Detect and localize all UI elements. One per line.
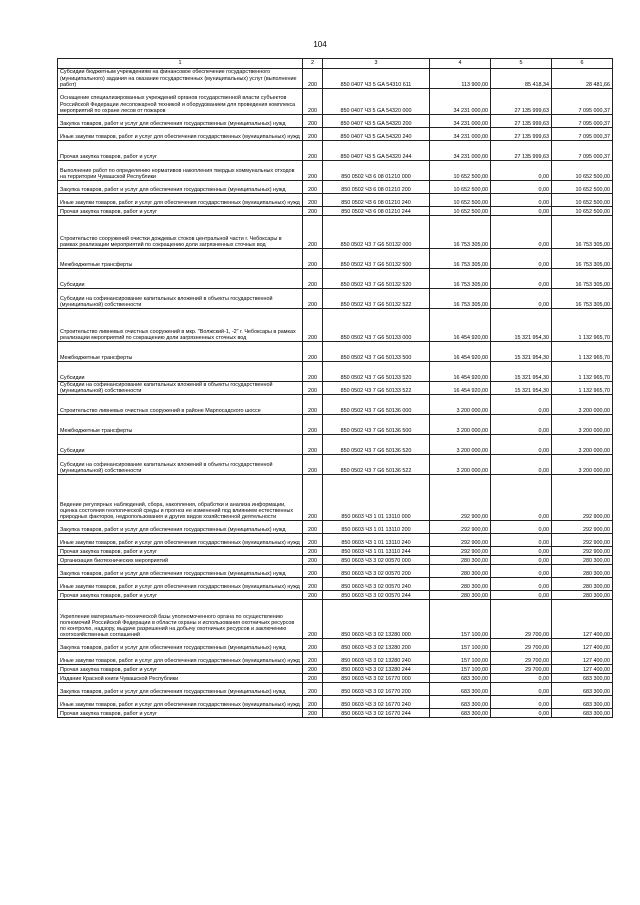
table-row	[58, 674, 613, 683]
row-approved-cell: 292 900,00	[430, 475, 491, 521]
row-executed-cell: 27 135 999,63	[491, 115, 552, 128]
row-executed-cell: 0,00	[491, 395, 552, 415]
table-row	[58, 216, 613, 249]
table-row	[58, 269, 613, 289]
row-name-cell: Межбюджетные трансферты	[58, 415, 303, 435]
row-code-cell: 200	[303, 534, 323, 547]
table-row	[58, 547, 613, 556]
row-code-cell: 200	[303, 128, 323, 141]
row-unexecuted-cell: 280 300,00	[552, 556, 613, 565]
row-unexecuted-cell: 127 400,00	[552, 639, 613, 652]
row-approved-cell: 10 652 500,00	[430, 181, 491, 194]
row-approved-cell: 34 231 000,00	[430, 89, 491, 115]
row-unexecuted-cell: 280 300,00	[552, 578, 613, 591]
row-unexecuted-cell: 683 300,00	[552, 709, 613, 718]
row-approved-cell: 157 100,00	[430, 652, 491, 665]
row-code-cell: 200	[303, 249, 323, 269]
row-approved-cell: 157 100,00	[430, 600, 491, 639]
header-col-5: 5	[491, 59, 552, 69]
row-classification-cell: 850 0603 Ч3 1 01 13110 200	[323, 521, 430, 534]
row-executed-cell: 0,00	[491, 455, 552, 475]
row-classification-cell: 850 0502 Ч3 7 G6 50136 000	[323, 395, 430, 415]
row-name-cell: Прочая закупка товаров, работ и услуг	[58, 709, 303, 718]
row-code-cell: 200	[303, 665, 323, 674]
row-classification-cell: 850 0502 Ч3 6 08 01210 200	[323, 181, 430, 194]
row-executed-cell: 0,00	[491, 565, 552, 578]
row-unexecuted-cell: 1 132 965,70	[552, 342, 613, 362]
row-unexecuted-cell: 10 652 500,00	[552, 194, 613, 207]
table-row	[58, 578, 613, 591]
row-name-cell: Иные закупки товаров, работ и услуг для обеспечения государственных (муниципальных) нужд	[58, 696, 303, 709]
row-code-cell: 200	[303, 382, 323, 395]
row-code-cell: 200	[303, 652, 323, 665]
header-col-6: 6	[552, 59, 613, 69]
row-code-cell: 200	[303, 141, 323, 161]
row-code-cell: 200	[303, 475, 323, 521]
row-approved-cell: 16 454 920,00	[430, 382, 491, 395]
row-unexecuted-cell: 10 652 500,00	[552, 181, 613, 194]
row-classification-cell: 850 0407 Ч3 5 GA 54320 240	[323, 128, 430, 141]
row-classification-cell: 850 0502 Ч3 7 G6 50133 520	[323, 362, 430, 382]
page-number: 104	[313, 40, 327, 49]
row-executed-cell: 0,00	[491, 289, 552, 309]
row-executed-cell: 29 700,00	[491, 652, 552, 665]
row-name-cell: Иные закупки товаров, работ и услуг для обеспечения государственных (муниципальных) нужд	[58, 652, 303, 665]
row-unexecuted-cell: 10 652 500,00	[552, 207, 613, 216]
row-classification-cell: 850 0502 Ч3 7 G6 50136 520	[323, 435, 430, 455]
row-code-cell: 200	[303, 683, 323, 696]
row-unexecuted-cell: 292 900,00	[552, 534, 613, 547]
row-approved-cell: 157 100,00	[430, 639, 491, 652]
row-executed-cell: 0,00	[491, 161, 552, 181]
row-classification-cell: 850 0603 Ч3 3 02 13280 240	[323, 652, 430, 665]
row-approved-cell: 16 454 920,00	[430, 342, 491, 362]
row-executed-cell: 29 700,00	[491, 639, 552, 652]
row-executed-cell: 0,00	[491, 216, 552, 249]
row-name-cell: Строительство ливневых очистных сооружений в мкр. "Волжский-1, -2" г. Чебоксары в рамках реализации мероприятий по сокращению доли загрязненных сточных вод	[58, 309, 303, 342]
row-approved-cell: 3 200 000,00	[430, 435, 491, 455]
row-unexecuted-cell: 16 753 305,00	[552, 289, 613, 309]
row-executed-cell: 15 321 954,30	[491, 382, 552, 395]
row-code-cell: 200	[303, 362, 323, 382]
row-unexecuted-cell: 1 132 965,70	[552, 382, 613, 395]
row-executed-cell: 0,00	[491, 181, 552, 194]
table-row	[58, 556, 613, 565]
row-classification-cell: 850 0502 Ч3 6 08 01210 244	[323, 207, 430, 216]
row-executed-cell: 0,00	[491, 435, 552, 455]
row-name-cell: Иные закупки товаров, работ и услуг для обеспечения государственных (муниципальных) нужд	[58, 534, 303, 547]
table-row	[58, 395, 613, 415]
table-row	[58, 161, 613, 181]
row-classification-cell: 850 0603 Ч3 1 01 13110 244	[323, 547, 430, 556]
table-row	[58, 141, 613, 161]
table-row	[58, 455, 613, 475]
row-code-cell: 200	[303, 696, 323, 709]
row-unexecuted-cell: 127 400,00	[552, 665, 613, 674]
row-approved-cell: 280 300,00	[430, 578, 491, 591]
table-row	[58, 362, 613, 382]
row-approved-cell: 16 753 305,00	[430, 269, 491, 289]
row-unexecuted-cell: 3 200 000,00	[552, 455, 613, 475]
row-unexecuted-cell: 3 200 000,00	[552, 435, 613, 455]
row-executed-cell: 0,00	[491, 696, 552, 709]
table-row	[58, 652, 613, 665]
row-code-cell: 200	[303, 115, 323, 128]
table-row	[58, 683, 613, 696]
row-unexecuted-cell: 3 200 000,00	[552, 415, 613, 435]
row-name-cell: Прочая закупка товаров, работ и услуг	[58, 207, 303, 216]
row-code-cell: 200	[303, 89, 323, 115]
row-unexecuted-cell: 683 300,00	[552, 696, 613, 709]
row-approved-cell: 292 900,00	[430, 547, 491, 556]
row-classification-cell: 850 0603 Ч3 3 02 16770 240	[323, 696, 430, 709]
row-classification-cell: 850 0502 Ч3 7 G6 50132 500	[323, 249, 430, 269]
row-name-cell: Субсидии на софинансирование капитальных вложений в объекты государственной (муниципальной) собственности	[58, 289, 303, 309]
row-name-cell: Прочая закупка товаров, работ и услуг	[58, 141, 303, 161]
row-classification-cell: 850 0502 Ч3 7 G6 50132 520	[323, 269, 430, 289]
table-row	[58, 534, 613, 547]
row-executed-cell: 0,00	[491, 556, 552, 565]
row-classification-cell: 850 0603 Ч3 3 02 13280 244	[323, 665, 430, 674]
row-approved-cell: 3 200 000,00	[430, 415, 491, 435]
header-col-1: 1	[58, 59, 303, 69]
row-classification-cell: 850 0603 Ч3 1 01 13110 000	[323, 475, 430, 521]
row-executed-cell: 0,00	[491, 269, 552, 289]
row-classification-cell: 850 0407 Ч3 5 GA 54320 244	[323, 141, 430, 161]
row-unexecuted-cell: 16 753 305,00	[552, 269, 613, 289]
row-name-cell: Оснащение специализированных учреждений органов государственной власти субъектов Российской Федерации лесопожарной техникой и оборудованием для проведения комплекса мероприятий по охране лесов от пожаров	[58, 89, 303, 115]
row-approved-cell: 16 454 920,00	[430, 309, 491, 342]
row-name-cell: Прочая закупка товаров, работ и услуг	[58, 591, 303, 600]
row-classification-cell: 850 0502 Ч3 7 G6 50132 000	[323, 216, 430, 249]
row-classification-cell: 850 0502 Ч3 7 G6 50133 522	[323, 382, 430, 395]
row-name-cell: Закупка товаров, работ и услуг для обеспечения государственных (муниципальных) нужд	[58, 115, 303, 128]
header-col-4: 4	[430, 59, 491, 69]
table-row	[58, 249, 613, 269]
row-approved-cell: 683 300,00	[430, 696, 491, 709]
row-executed-cell: 0,00	[491, 249, 552, 269]
row-executed-cell: 29 700,00	[491, 600, 552, 639]
row-name-cell: Закупка товаров, работ и услуг для обеспечения государственных (муниципальных) нужд	[58, 683, 303, 696]
row-classification-cell: 850 0603 Ч3 3 02 16770 244	[323, 709, 430, 718]
row-code-cell: 200	[303, 435, 323, 455]
row-executed-cell: 27 135 999,63	[491, 89, 552, 115]
table-body	[58, 69, 613, 718]
row-code-cell: 200	[303, 415, 323, 435]
row-code-cell: 200	[303, 181, 323, 194]
row-code-cell: 200	[303, 547, 323, 556]
row-code-cell: 200	[303, 521, 323, 534]
row-name-cell: Издание Красной книги Чувашской Республики	[58, 674, 303, 683]
row-approved-cell: 157 100,00	[430, 665, 491, 674]
row-executed-cell: 0,00	[491, 674, 552, 683]
table-row	[58, 207, 613, 216]
row-approved-cell: 16 753 305,00	[430, 289, 491, 309]
row-unexecuted-cell: 683 300,00	[552, 674, 613, 683]
row-classification-cell: 850 0502 Ч3 6 08 01210 000	[323, 161, 430, 181]
row-name-cell: Субсидии на софинансирование капитальных вложений в объекты государственной (муниципальной) собственности	[58, 382, 303, 395]
row-code-cell: 200	[303, 600, 323, 639]
row-code-cell: 200	[303, 455, 323, 475]
row-approved-cell: 34 231 000,00	[430, 115, 491, 128]
table-row	[58, 639, 613, 652]
row-unexecuted-cell: 1 132 965,70	[552, 309, 613, 342]
row-approved-cell: 280 300,00	[430, 556, 491, 565]
row-code-cell: 200	[303, 269, 323, 289]
row-approved-cell: 280 300,00	[430, 591, 491, 600]
row-approved-cell: 292 900,00	[430, 534, 491, 547]
row-executed-cell: 0,00	[491, 475, 552, 521]
row-unexecuted-cell: 127 400,00	[552, 600, 613, 639]
table-row	[58, 115, 613, 128]
row-name-cell: Субсидии бюджетным учреждениям на финансовое обеспечение государственного (муниципального) задания на оказание государственных (муниципальных) услуг (выполнение работ)	[58, 69, 303, 89]
row-code-cell: 200	[303, 194, 323, 207]
row-name-cell: Закупка товаров, работ и услуг для обеспечения государственных (муниципальных) нужд	[58, 181, 303, 194]
row-unexecuted-cell: 7 095 000,37	[552, 89, 613, 115]
row-approved-cell: 113 900,00	[430, 69, 491, 89]
row-executed-cell: 15 321 954,30	[491, 309, 552, 342]
row-name-cell: Закупка товаров, работ и услуг для обеспечения государственных (муниципальных) нужд	[58, 565, 303, 578]
row-code-cell: 200	[303, 591, 323, 600]
row-name-cell: Межбюджетные трансферты	[58, 249, 303, 269]
row-classification-cell: 850 0603 Ч3 3 02 00570 240	[323, 578, 430, 591]
row-approved-cell: 683 300,00	[430, 709, 491, 718]
row-code-cell: 200	[303, 395, 323, 415]
table-row	[58, 194, 613, 207]
row-approved-cell: 10 652 500,00	[430, 194, 491, 207]
row-executed-cell: 15 321 954,30	[491, 362, 552, 382]
row-unexecuted-cell: 683 300,00	[552, 683, 613, 696]
row-classification-cell: 850 0603 Ч3 1 01 13110 240	[323, 534, 430, 547]
row-code-cell: 200	[303, 161, 323, 181]
row-name-cell: Строительство ливневых очистных сооружений в районе Марпосадского шоссе	[58, 395, 303, 415]
table-row	[58, 709, 613, 718]
row-approved-cell: 3 200 000,00	[430, 455, 491, 475]
row-code-cell: 200	[303, 216, 323, 249]
row-name-cell: Межбюджетные трансферты	[58, 342, 303, 362]
row-unexecuted-cell: 1 132 965,70	[552, 362, 613, 382]
row-code-cell: 200	[303, 289, 323, 309]
row-approved-cell: 34 231 000,00	[430, 128, 491, 141]
row-classification-cell: 850 0407 Ч3 5 GA 54320 000	[323, 89, 430, 115]
row-code-cell: 200	[303, 578, 323, 591]
row-code-cell: 200	[303, 565, 323, 578]
row-code-cell: 200	[303, 309, 323, 342]
row-code-cell: 200	[303, 207, 323, 216]
row-name-cell: Строительство сооружений очистки дождевых стоков центральной части г. Чебоксары в рамках реализации мероприятий по сокращению доли загрязненных сточных вод	[58, 216, 303, 249]
row-name-cell: Ведение регулярных наблюдений, сбора, накопления, обработки и анализа информации, оценка состояния геологической среды и прогноз ее изменений под влиянием естественных природных факторов, недропользования и других видов хозяйственной деятельности	[58, 475, 303, 521]
row-unexecuted-cell: 7 095 000,37	[552, 115, 613, 128]
row-executed-cell: 15 321 954,30	[491, 342, 552, 362]
row-unexecuted-cell: 127 400,00	[552, 652, 613, 665]
row-executed-cell: 29 700,00	[491, 665, 552, 674]
row-name-cell: Субсидии	[58, 362, 303, 382]
header-col-2: 2	[303, 59, 323, 69]
row-approved-cell: 16 454 920,00	[430, 362, 491, 382]
row-code-cell: 200	[303, 69, 323, 89]
row-executed-cell: 0,00	[491, 194, 552, 207]
row-approved-cell: 280 300,00	[430, 565, 491, 578]
row-executed-cell: 0,00	[491, 683, 552, 696]
row-classification-cell: 850 0603 Ч3 3 02 16770 000	[323, 674, 430, 683]
row-name-cell: Иные закупки товаров, работ и услуг для обеспечения государственных (муниципальных) нужд	[58, 128, 303, 141]
row-approved-cell: 10 652 500,00	[430, 161, 491, 181]
row-name-cell: Иные закупки товаров, работ и услуг для обеспечения государственных (муниципальных) нужд	[58, 194, 303, 207]
row-approved-cell: 34 231 000,00	[430, 141, 491, 161]
row-executed-cell: 0,00	[491, 415, 552, 435]
table-row	[58, 521, 613, 534]
table-row	[58, 309, 613, 342]
table-header-row	[58, 59, 613, 69]
row-name-cell: Прочая закупка товаров, работ и услуг	[58, 665, 303, 674]
row-classification-cell: 850 0603 Ч3 3 02 13280 000	[323, 600, 430, 639]
row-executed-cell: 0,00	[491, 534, 552, 547]
header-col-3: 3	[323, 59, 430, 69]
row-unexecuted-cell: 280 300,00	[552, 565, 613, 578]
row-classification-cell: 850 0502 Ч3 7 G6 50133 000	[323, 309, 430, 342]
row-name-cell: Закупка товаров, работ и услуг для обеспечения государственных (муниципальных) нужд	[58, 521, 303, 534]
row-unexecuted-cell: 28 481,66	[552, 69, 613, 89]
row-unexecuted-cell: 292 900,00	[552, 475, 613, 521]
row-approved-cell: 3 200 000,00	[430, 395, 491, 415]
row-classification-cell: 850 0603 Ч3 3 02 00570 200	[323, 565, 430, 578]
row-classification-cell: 850 0502 Ч3 7 G6 50136 522	[323, 455, 430, 475]
row-unexecuted-cell: 292 900,00	[552, 521, 613, 534]
row-name-cell: Иные закупки товаров, работ и услуг для обеспечения государственных (муниципальных) нужд	[58, 578, 303, 591]
row-classification-cell: 850 0603 Ч3 3 02 13280 200	[323, 639, 430, 652]
row-approved-cell: 683 300,00	[430, 683, 491, 696]
row-classification-cell: 850 0407 Ч3 5 GA 54320 200	[323, 115, 430, 128]
row-executed-cell: 27 135 999,63	[491, 141, 552, 161]
table-row	[58, 181, 613, 194]
table-row	[58, 435, 613, 455]
row-classification-cell: 850 0407 Ч3 5 GA 54310 611	[323, 69, 430, 89]
row-executed-cell: 85 418,34	[491, 69, 552, 89]
row-classification-cell: 850 0502 Ч3 6 08 01210 240	[323, 194, 430, 207]
row-executed-cell: 0,00	[491, 207, 552, 216]
row-name-cell: Укрепление материально-технической базы уполномоченного органа по осуществлению полномочий Российской Федерации в области охраны и использования охотничьих ресурсов по контролю, надзору, выдаче разрешений на добычу охотничьих ресурсов и заключению охотхозяйственных соглашений	[58, 600, 303, 639]
row-approved-cell: 16 753 305,00	[430, 216, 491, 249]
row-classification-cell: 850 0603 Ч3 3 02 00570 000	[323, 556, 430, 565]
row-classification-cell: 850 0502 Ч3 7 G6 50136 500	[323, 415, 430, 435]
row-unexecuted-cell: 3 200 000,00	[552, 395, 613, 415]
row-classification-cell: 850 0603 Ч3 3 02 00570 244	[323, 591, 430, 600]
row-approved-cell: 10 652 500,00	[430, 207, 491, 216]
row-unexecuted-cell: 10 652 500,00	[552, 161, 613, 181]
row-name-cell: Субсидии	[58, 269, 303, 289]
row-classification-cell: 850 0502 Ч3 7 G6 50132 522	[323, 289, 430, 309]
row-executed-cell: 27 135 999,63	[491, 128, 552, 141]
row-name-cell: Субсидии	[58, 435, 303, 455]
table-row	[58, 591, 613, 600]
budget-execution-table	[57, 58, 613, 718]
row-unexecuted-cell: 280 300,00	[552, 591, 613, 600]
table-row	[58, 665, 613, 674]
row-name-cell: Организация биотехнических мероприятий	[58, 556, 303, 565]
row-name-cell: Прочая закупка товаров, работ и услуг	[58, 547, 303, 556]
row-code-cell: 200	[303, 709, 323, 718]
row-executed-cell: 0,00	[491, 709, 552, 718]
row-executed-cell: 0,00	[491, 578, 552, 591]
row-approved-cell: 292 900,00	[430, 521, 491, 534]
row-classification-cell: 850 0603 Ч3 3 02 16770 200	[323, 683, 430, 696]
table-row	[58, 696, 613, 709]
row-executed-cell: 0,00	[491, 521, 552, 534]
row-code-cell: 200	[303, 674, 323, 683]
row-unexecuted-cell: 7 095 000,37	[552, 128, 613, 141]
row-approved-cell: 16 753 305,00	[430, 249, 491, 269]
row-code-cell: 200	[303, 639, 323, 652]
row-approved-cell: 683 300,00	[430, 674, 491, 683]
row-unexecuted-cell: 7 095 000,37	[552, 141, 613, 161]
row-classification-cell: 850 0502 Ч3 7 G6 50133 500	[323, 342, 430, 362]
row-code-cell: 200	[303, 556, 323, 565]
row-unexecuted-cell: 292 900,00	[552, 547, 613, 556]
table-row	[58, 342, 613, 362]
table-row	[58, 565, 613, 578]
row-unexecuted-cell: 16 753 305,00	[552, 216, 613, 249]
table-row	[58, 415, 613, 435]
table-row	[58, 475, 613, 521]
table-row	[58, 89, 613, 115]
table-row	[58, 69, 613, 89]
table-row	[58, 128, 613, 141]
row-name-cell: Субсидии на софинансирование капитальных вложений в объекты государственной (муниципальной) собственности	[58, 455, 303, 475]
row-code-cell: 200	[303, 342, 323, 362]
row-name-cell: Закупка товаров, работ и услуг для обеспечения государственных (муниципальных) нужд	[58, 639, 303, 652]
table-row	[58, 289, 613, 309]
row-unexecuted-cell: 16 753 305,00	[552, 249, 613, 269]
row-name-cell: Выполнение работ по определению нормативов накопления твердых коммунальных отходов на территории Чувашской Республики	[58, 161, 303, 181]
row-executed-cell: 0,00	[491, 547, 552, 556]
table-row	[58, 382, 613, 395]
row-executed-cell: 0,00	[491, 591, 552, 600]
table-row	[58, 600, 613, 639]
